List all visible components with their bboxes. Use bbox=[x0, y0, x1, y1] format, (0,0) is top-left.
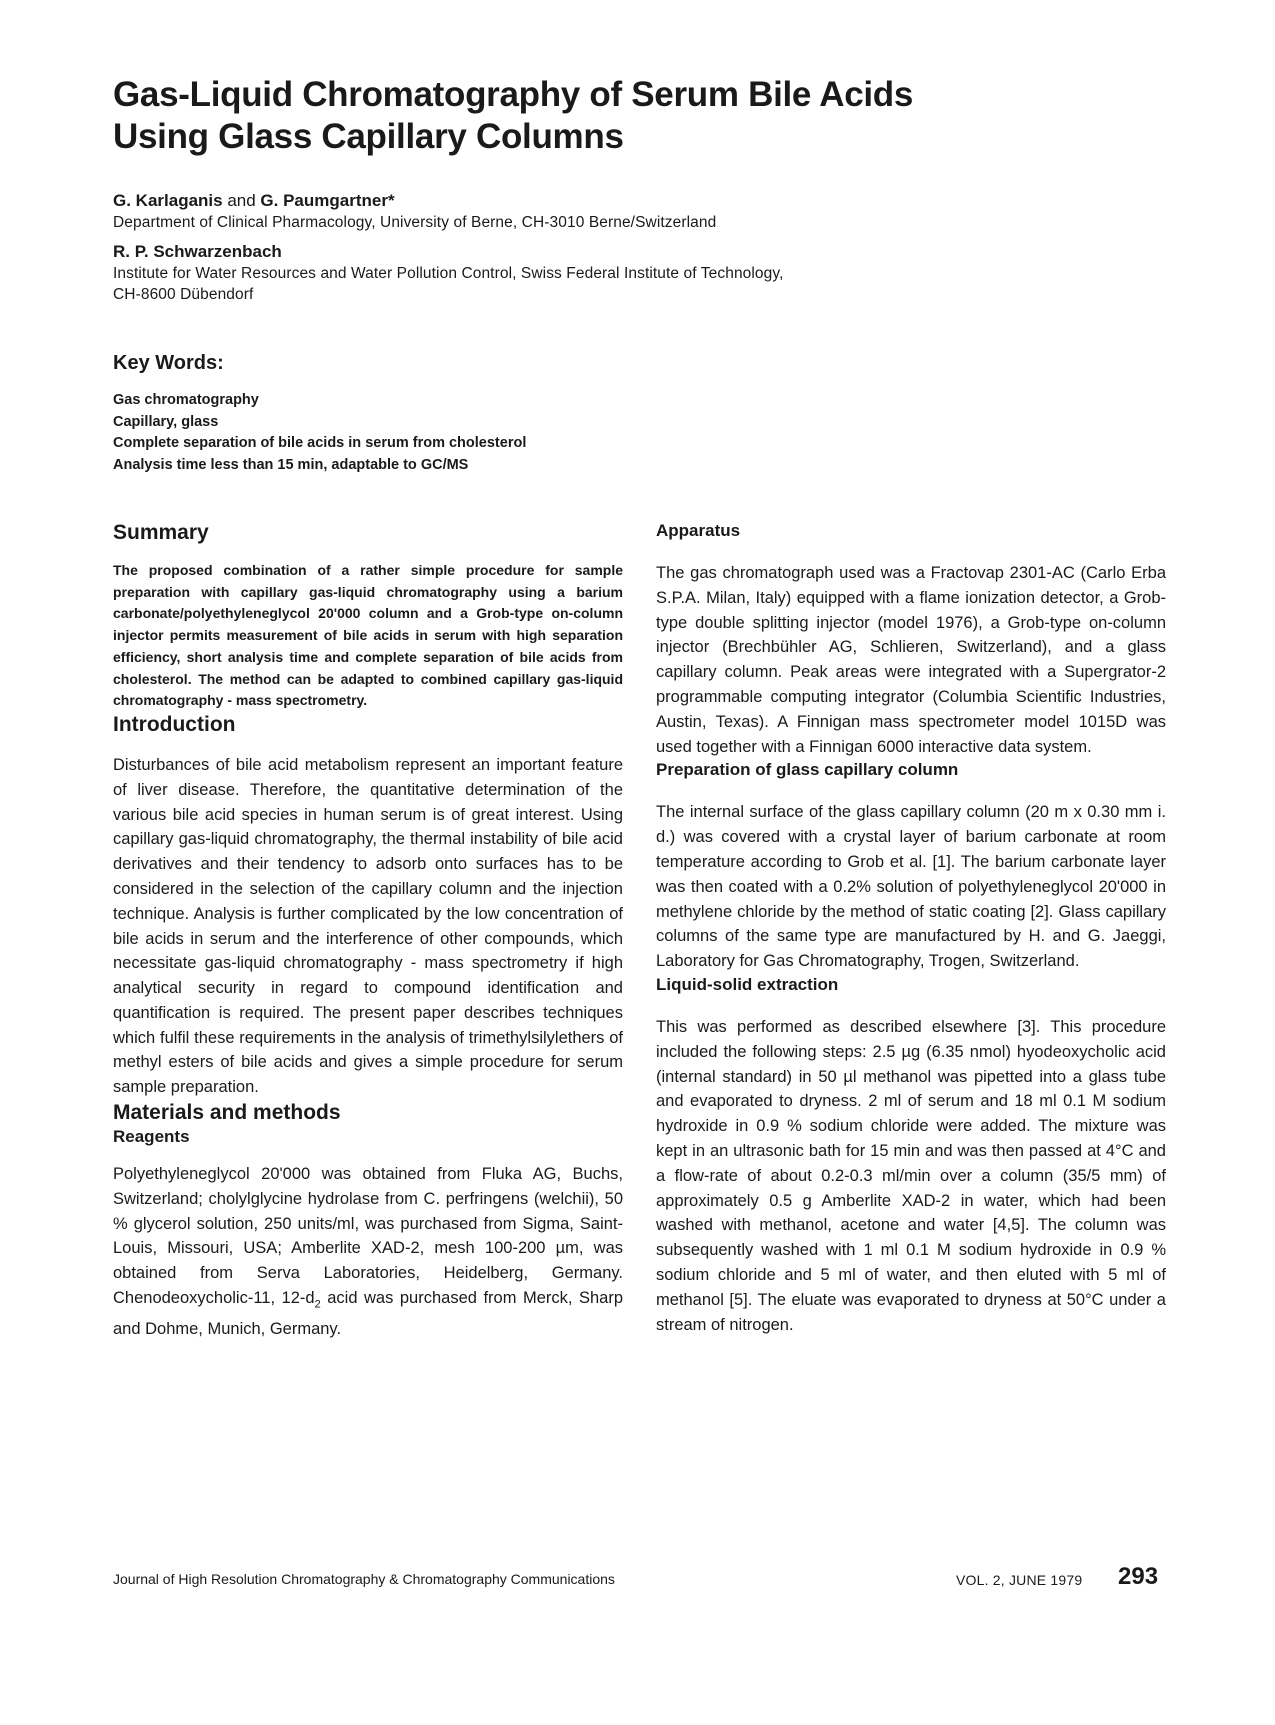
author-name: R. P. Schwarzenbach bbox=[113, 242, 282, 261]
reagents-text bbox=[113, 1162, 623, 1342]
affiliation-2-line-2: CH-8600 Dübendorf bbox=[113, 286, 254, 303]
summary-text: The proposed combination of a rather simple procedure for sample preparation with capillary gas-liquid chromatography using a barium carbonate/polyethyleneglycol 20'000 column and a Grob-type on-column injector permits measurement of bile acids in serum with high separation efficiency, short analysis time and complete separation of bile acids from cholesterol. The method can be adapted to combined capillary gas-liquid chromatography - mass spectrometry. bbox=[113, 562, 623, 709]
keyword-item: Gas chromatography bbox=[113, 392, 259, 408]
preparation-heading: Preparation of glass capillary column bbox=[656, 760, 959, 780]
apparatus-heading: Apparatus bbox=[656, 521, 741, 540]
reagents-text-end: acid was purchased from Merck, Sharp and Dohme, Munich, Germany. bbox=[113, 1289, 624, 1339]
keywords-list bbox=[113, 390, 526, 476]
materials-heading: Materials and methods bbox=[113, 1101, 341, 1125]
page-footer bbox=[113, 1563, 1163, 1595]
keyword-item: Analysis time less than 15 min, adaptable to GC/MS bbox=[113, 456, 469, 473]
reagents-subscript: 2 bbox=[314, 1298, 321, 1311]
author-conjunction: and bbox=[222, 191, 261, 210]
title-line-1: Gas-Liquid Chromatography of Serum Bile Acids bbox=[113, 75, 914, 114]
introduction-text: Disturbances of bile acid metabolism represent an important feature of liver disease. Therefore, the quantitative determination of the various bile acid species in human serum is of great interest. Using capillary gas-liquid chromatography, the thermal instability of bile acid derivatives and their tendency to adsorb onto surfaces has to be considered in the selection of the capillary column and the injection technique. Analysis is further complicated by the low concentration of bile acids in serum and the interference of other compounds, which necessitate gas-liquid chromatography - mass spectrometry if high analytical security in regard to compound identification and quantification is required. The present paper describes techniques which fulfil these requirements in the analysis of trimethylsilylethers of methyl esters of bile acids and gives a simple procedure for serum sample preparation. bbox=[113, 755, 623, 1097]
introduction-heading: Introduction bbox=[113, 712, 236, 736]
keyword-item: Capillary, glass bbox=[113, 413, 219, 430]
extraction-text: This was performed as described elsewhere [3]. This procedure included the following steps: 2.5 µg (6.35 nmol) hyodeoxycholic acid (internal standard) in 50 µl methanol was pipetted into a glass tube and evaporated to dryness. 2 ml of serum and 18 ml 0.1 M sodium hydroxide in 0.9 % sodium chloride were added. The mixture was kept in an ultrasonic bath for 15 min and was then passed at 4°C and a flow-rate of about 0.2-0.3 ml/min over a column (35/5 mm) of approximately 0.5 g Amberlite XAD-2 in water, which had been washed with methanol, acetone and water [4,5]. The column was subsequently washed with 1 ml 0.1 M sodium hydroxide in 0.9 % sodium chloride and 5 ml of water, and then eluted with 5 ml of methanol [5]. The eluate was evaporated to dryness at 50°C under a stream of nitrogen. bbox=[656, 1017, 1166, 1334]
affiliation-1: Department of Clinical Pharmacology, University of Berne, CH-3010 Berne/Switzerland bbox=[113, 214, 717, 231]
author-line-2 bbox=[113, 241, 1113, 263]
author-name: G. Karlaganis bbox=[113, 191, 223, 210]
extraction-heading: Liquid-solid extraction bbox=[656, 974, 839, 994]
reagents-text-main: Polyethyleneglycol 20'000 was obtained from Fluka AG, Buchs, Switzerland; cholylglycine hydrolase from C. perfringens (welchii), 50 % glycerol solution, 250 units/ml, was purchased from Sigma, Saint-Louis, Missouri, USA; Amberlite XAD-2, mesh 100-200 µm, was obtained from Serva Laboratories, Heidelberg, Germany. Chenodeoxycholic-11, 12-d bbox=[113, 1165, 623, 1308]
right-column bbox=[656, 520, 1166, 1337]
page-number: 293 bbox=[1118, 1563, 1159, 1590]
journal-name: Journal of High Resolution Chromatography & Chromatography Communications bbox=[113, 1571, 615, 1587]
paper-title bbox=[113, 74, 1113, 158]
author-name: G. Paumgartner* bbox=[260, 191, 395, 210]
keywords-heading: Key Words: bbox=[113, 352, 224, 374]
reagents-heading: Reagents bbox=[113, 1127, 190, 1147]
keyword-item: Complete separation of bile acids in serum from cholesterol bbox=[113, 435, 527, 451]
summary-heading: Summary bbox=[113, 521, 209, 544]
author-group-2 bbox=[113, 241, 1113, 305]
preparation-text: The internal surface of the glass capillary column (20 m x 0.30 mm i. d.) was covered with a crystal layer of barium carbonate at room temperature according to Grob et al. [1]. The barium carbonate layer was then coated with a 0.2% solution of polyethyleneglycol 20'000 in methylene chloride by the method of static coating [2]. Glass capillary columns of the same type are manufactured by H. and G. Jaeggi, Laboratory for Gas Chromatography, Trogen, Switzerland. bbox=[656, 803, 1166, 971]
volume-date: VOL. 2, JUNE 1979 bbox=[956, 1572, 1083, 1588]
author-block bbox=[113, 190, 1113, 305]
left-column bbox=[113, 520, 623, 1342]
apparatus-text: The gas chromatograph used was a Fractovap 2301-AC (Carlo Erba S.P.A. Milan, Italy) equipped with a flame ionization detector, a Grob-type double splitting injector (model 1976), a Grob-type on-column injector (Brechbühler AG, Schlieren, Switzerland), and a glass capillary column. Peak areas were integrated with a Supergrator-2 programmable computing integrator (Columbia Scientific Industries, Austin, Texas). A Finnigan mass spectrometer model 1015D was used together with a Finnigan 6000 interactive data system. bbox=[656, 564, 1166, 756]
title-line-2: Using Glass Capillary Columns bbox=[113, 117, 624, 156]
affiliation-2-line-1: Institute for Water Resources and Water Pollution Control, Swiss Federal Institute of Technology, bbox=[113, 265, 784, 282]
author-line-1 bbox=[113, 190, 1113, 212]
